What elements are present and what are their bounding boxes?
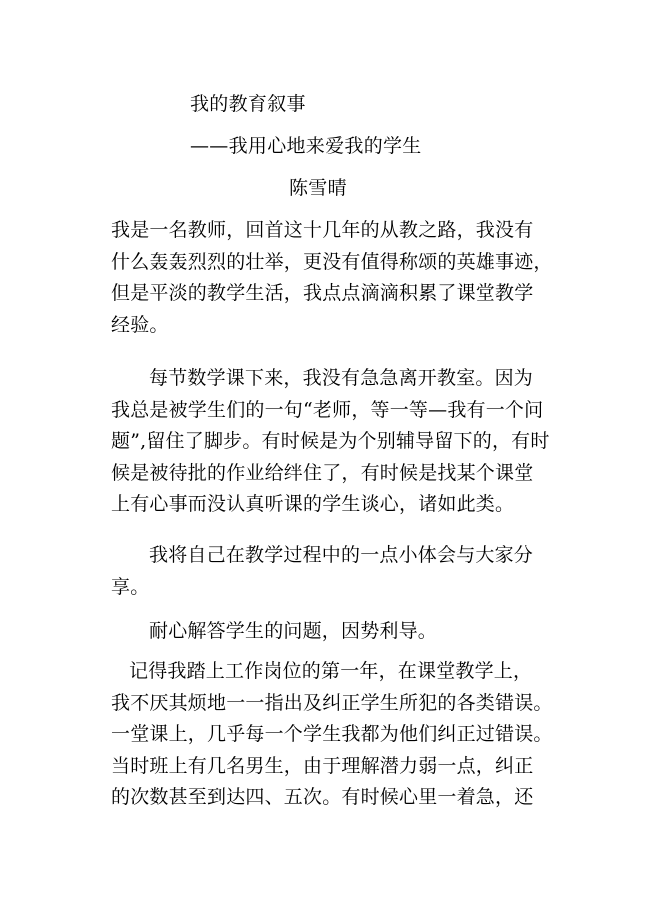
paragraph-line: 我是一名教师，回首这十几年的从教之路，我没有 bbox=[111, 219, 534, 241]
paragraph-line: 什么轰轰烈烈的壮举，更没有值得称颂的英雄事迹， bbox=[111, 250, 553, 273]
paragraph-line: 题”,留住了脚步。有时候是为个别辅导留下的，有时 bbox=[111, 430, 550, 453]
paragraph-line: 经验。 bbox=[111, 313, 169, 336]
paragraph-line: 一堂课上，几乎每一个学生我都为他们纠正过错误。 bbox=[111, 723, 553, 746]
paragraph-line: 享。 bbox=[111, 575, 150, 598]
paragraph-5 bbox=[111, 656, 571, 814]
paragraph-line: 我总是被学生们的一句“老师，等一等—我有一个问 bbox=[111, 398, 544, 421]
paragraph-line: 当时班上有几名男生，由于理解潜力弱一点，纠正 bbox=[111, 754, 534, 777]
paragraph-line: 记得我踏上工作岗位的第一年，在课堂教学上， bbox=[129, 660, 533, 682]
paragraph-line: 我将自己在教学过程中的一点小体会与大家分 bbox=[149, 544, 534, 566]
paragraph-4 bbox=[111, 616, 571, 648]
paragraph-line: 耐心解答学生的问题，因势利导。 bbox=[149, 620, 438, 642]
paragraph-2 bbox=[111, 363, 571, 521]
paragraph-line: 我不厌其烦地一一指出及纠正学生所犯的各类错误。 bbox=[111, 691, 553, 714]
paragraph-3 bbox=[111, 540, 571, 603]
paragraph-1 bbox=[111, 215, 571, 341]
paragraph-line: 每节数学课下来，我没有急急离开教室。因为 bbox=[149, 367, 534, 389]
document-title: 我的教育叙事 bbox=[190, 93, 306, 115]
paragraph-line: 但是平淡的教学生活，我点点滴滴积累了课堂教学 bbox=[111, 282, 534, 305]
document-subtitle: ——我用心地来爱我的学生 bbox=[190, 135, 422, 157]
paragraph-line: 的次数甚至到达四、五次。有时候心里一着急，还 bbox=[111, 786, 534, 809]
paragraph-line: 候是被待批的作业给绊住了，有时候是找某个课堂 bbox=[111, 461, 534, 484]
paragraph-line: 上有心事而没认真听课的学生谈心，诸如此类。 bbox=[111, 493, 515, 516]
author-name: 陈雪晴 bbox=[289, 177, 347, 199]
